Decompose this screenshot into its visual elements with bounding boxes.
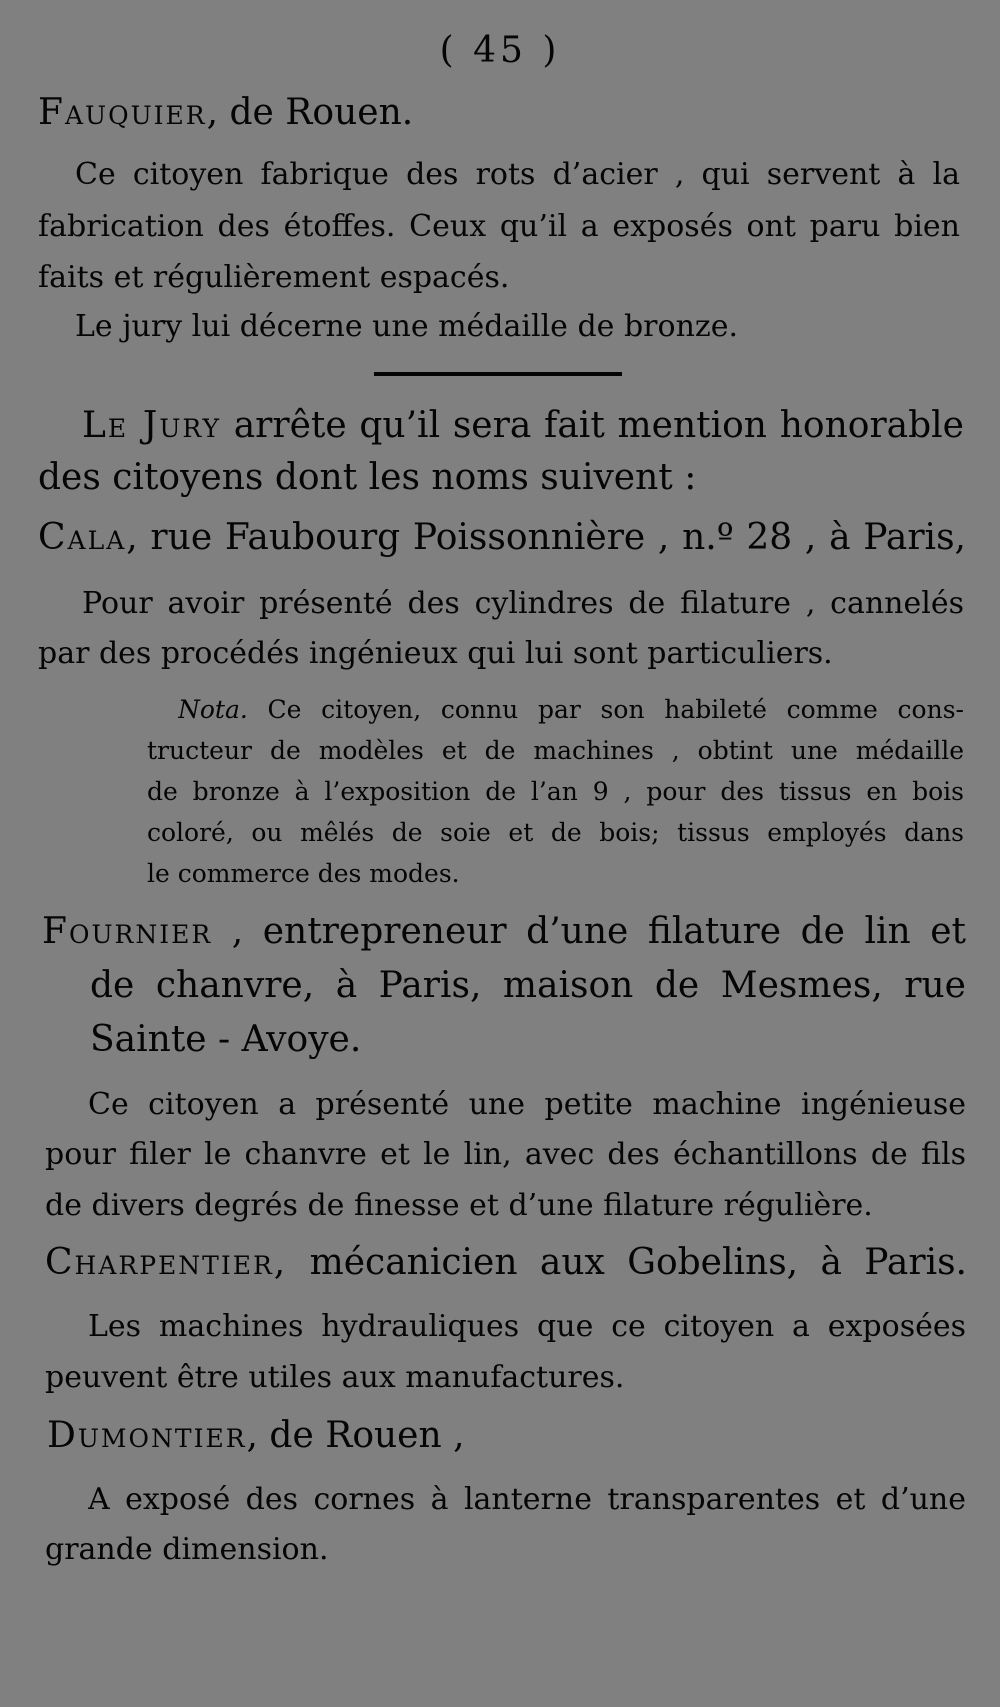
jury-label: Le Jury	[82, 405, 221, 446]
nota-line	[178, 695, 964, 724]
nota-label: Nota.	[178, 695, 248, 724]
nota-line: coloré, ou mêlés de soie et de bois; tissus employés dans	[147, 818, 964, 847]
entry-heading-charpentier	[45, 1242, 967, 1283]
exhibitor-name: Fournier	[42, 911, 213, 952]
nota-line: le commerce des modes.	[147, 859, 460, 888]
jury-statement-line: des citoyens dont les noms suivent :	[38, 457, 697, 498]
paragraph-line: Ce citoyen a présenté une petite machine ingénieuse	[88, 1087, 966, 1122]
paragraph-line: peuvent être utiles aux manufactures.	[45, 1360, 625, 1395]
paragraph-line: grande dimension.	[45, 1532, 329, 1567]
exhibitor-name: Fauquier	[38, 92, 207, 133]
paragraph-line: faits et régulièrement espacés.	[38, 260, 510, 295]
nota-text: Ce citoyen, connu par son habileté comme cons-	[247, 695, 964, 724]
entry-heading-line: Sainte - Avoye.	[90, 1019, 362, 1060]
exhibitor-name: Dumontier	[47, 1415, 247, 1456]
paragraph-line: Le jury lui décerne une médaille de bronze.	[75, 309, 738, 344]
entry-heading-cala	[38, 517, 966, 558]
exhibitor-suffix: mécanicien aux Gobelins, à Paris.	[287, 1242, 967, 1283]
exhibitor-suffix: , entrepreneur d’une filature de lin et	[212, 911, 966, 952]
paragraph-line: Pour avoir présenté des cylindres de filature , cannelés	[82, 586, 964, 621]
jury-statement-line	[82, 405, 964, 446]
entry-heading-fauquier	[38, 92, 413, 133]
paragraph-line: A exposé des cornes à lanterne transparentes et d’une	[88, 1482, 966, 1517]
entry-heading-dumontier	[47, 1415, 465, 1456]
section-divider	[374, 372, 622, 376]
jury-statement-text: arrête qu’il sera fait mention honorable	[220, 405, 964, 446]
paragraph-line: par des procédés ingénieux qui lui sont particuliers.	[38, 636, 833, 671]
exhibitor-suffix: , rue Faubourg Poissonnière , n.º 28 , à Paris,	[126, 517, 966, 558]
entry-heading-line: de chanvre, à Paris, maison de Mesmes, rue	[90, 965, 966, 1006]
exhibitor-suffix: , de Rouen ,	[246, 1415, 465, 1456]
entry-heading-fournier	[42, 911, 966, 952]
paragraph-line: pour filer le chanvre et le lin, avec des échantillons de fils	[45, 1137, 966, 1172]
exhibitor-name: Charpentier,	[45, 1242, 288, 1283]
paragraph-line: fabrication des étoffes. Ceux qu’il a exposés ont paru bien	[38, 209, 960, 244]
exhibitor-name: Cala	[38, 517, 127, 558]
nota-line: de bronze à l’exposition de l’an 9 , pour des tissus en bois	[147, 777, 964, 806]
paragraph-line: Ce citoyen fabrique des rots d’acier , qui servent à la	[75, 157, 960, 192]
page-number: ( 45 )	[439, 30, 561, 71]
paragraph-line: Les machines hydrauliques que ce citoyen a exposées	[88, 1309, 966, 1344]
exhibitor-suffix: , de Rouen.	[206, 92, 414, 133]
nota-line: tructeur de modèles et de machines , obtint une médaille	[147, 736, 964, 765]
paragraph-line: de divers degrés de finesse et d’une filature régulière.	[45, 1188, 873, 1223]
